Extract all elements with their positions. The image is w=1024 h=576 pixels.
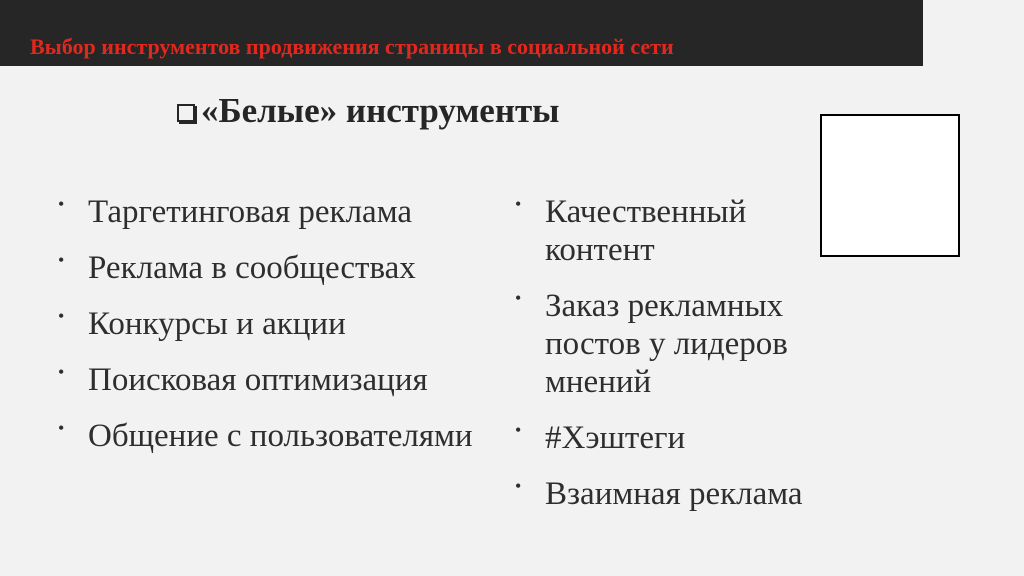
- list-item-text: Качественный контент: [545, 194, 747, 268]
- list-item: [58, 193, 488, 231]
- bullet-icon: •: [58, 250, 65, 270]
- list-item: [58, 417, 488, 455]
- list-item: [515, 193, 845, 269]
- list-item-text: Взаимная реклама: [545, 476, 803, 512]
- list-item: [58, 305, 488, 343]
- left-bullet-list: [58, 193, 488, 473]
- list-item-text: #Хэштеги: [545, 420, 686, 456]
- list-item: [515, 419, 845, 457]
- list-item-text: Заказ рекламных постов у лидеров мнений: [545, 288, 788, 400]
- bullet-icon: •: [58, 362, 65, 382]
- right-bullet-list: [515, 193, 845, 531]
- bullet-icon: •: [515, 420, 522, 440]
- bullet-icon: •: [58, 418, 65, 438]
- bullet-icon: •: [515, 194, 522, 214]
- bullet-icon: •: [515, 476, 522, 496]
- bullet-icon: •: [58, 194, 65, 214]
- list-item: [58, 249, 488, 287]
- subtitle-text: «Белые» инструменты: [201, 91, 560, 130]
- list-item: [515, 475, 845, 513]
- bullet-icon: •: [58, 306, 65, 326]
- header-bar: [0, 0, 923, 66]
- list-item-text: Таргетинговая реклама: [88, 194, 413, 230]
- checkbox-icon: [177, 104, 195, 122]
- list-item-text: Конкурсы и акции: [88, 306, 346, 342]
- list-item: [58, 361, 488, 399]
- list-item-text: Общение с пользователями: [88, 418, 473, 454]
- list-item-text: Поисковая оптимизация: [88, 362, 428, 398]
- slide-title: Выбор инструментов продвижения страницы в социальной сети: [30, 34, 674, 59]
- list-item-text: Реклама в сообществах: [88, 250, 416, 286]
- list-item: [515, 287, 845, 401]
- bullet-icon: •: [515, 288, 522, 308]
- section-subtitle: [177, 86, 560, 136]
